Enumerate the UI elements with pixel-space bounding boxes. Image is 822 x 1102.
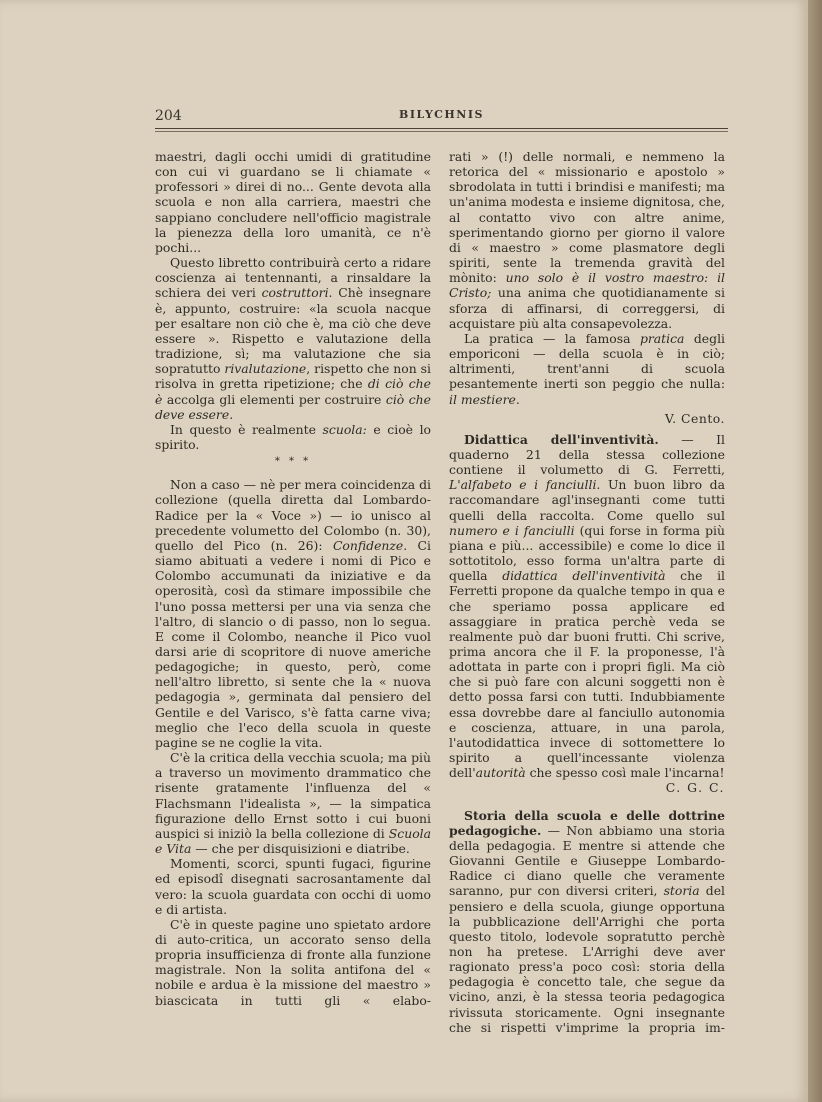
paragraph bbox=[449, 149, 725, 331]
paragraph bbox=[155, 477, 431, 750]
text-run: C'è la critica della vecchia scuola; ma più a traverso un movimento drammatico che risente gratamente l'influenza del « Flachsmann l'idealista », — la simpatica figurazione dello Ernst sotto i cui buoni auspici si iniziò la bella collezione di bbox=[155, 750, 431, 841]
text-run: In questo è realmente bbox=[170, 421, 323, 437]
text-run: che spesso così male l'incarna! bbox=[525, 765, 725, 781]
right-column bbox=[449, 149, 726, 1035]
text-run: . Chè insegnare è, appunto, costruire: «la scuola nacque per esaltare non ciò che è, ma ciò che deve essere ». Rispetto e valutazione della tradizione, sì; ma valutazione che sia sopratutto bbox=[155, 285, 431, 377]
page-number: 204 bbox=[155, 108, 182, 124]
italic-text: il mestiere bbox=[449, 391, 516, 407]
journal-title: BILYCHNIS bbox=[399, 108, 484, 121]
paragraph bbox=[449, 331, 725, 407]
paragraph: C'è in queste pagine uno spietato ardore di auto-critica, un accorato senso della propria insufficienza di fronte alla funzione magistrale. Non la solita antifona del « nobile e ardua è la missione del maestro » biascicata in tutti gli « elabo- bbox=[155, 916, 431, 1008]
section-heading: Didattica dell'inventività. bbox=[464, 431, 659, 447]
text-run: . Un buon libro da raccomandare agl'insegnanti come tutti quelli della raccolta. Come quello sul bbox=[449, 477, 726, 523]
italic-text: pratica bbox=[639, 330, 685, 346]
author-signature: V. Cento. bbox=[664, 410, 725, 426]
italic-text: Scuola e Vita bbox=[155, 825, 431, 857]
text-run: La pratica — la famosa bbox=[464, 330, 640, 346]
text-run: degli emporiconi — della scuola è in ciò; altrimenti, trent'anni di scuola pesantemente inerti son peggio che nulla: bbox=[449, 330, 726, 392]
page-edge bbox=[808, 0, 822, 1102]
text-run: e cioè lo spirito. bbox=[155, 421, 431, 452]
italic-text: L'alfabeto e i fanciulli bbox=[449, 477, 597, 493]
italic-text: costruttori bbox=[261, 285, 329, 301]
text-run: una anima che quotidianamente si sforza di affinarsi, di correggersi, di acquistare più alta consapevolezza. bbox=[449, 285, 725, 331]
header-rule bbox=[155, 128, 728, 129]
spacer bbox=[449, 796, 725, 808]
paragraph: Momenti, scorci, spunti fugaci, figurine ed episodî disegnati sacrosantamente dal vero: la scuola guardata con occhi di uomo e di artista. bbox=[155, 856, 431, 917]
section-heading: Storia della scuola e delle dottrine pedagogiche. bbox=[449, 807, 725, 838]
italic-text: autorità bbox=[475, 765, 526, 781]
paragraph bbox=[155, 750, 431, 856]
text-run: . Ci siamo abituati a vedere i nomi di Pico e Colombo accumunati da iniziative e da operosità, così da stimare impossibile che l'uno possa mettersi per una via senza che l'altro, di slancio o di passo, non lo segua. E come il Colombo, neanche il Pico vuol darsi arie di scopritore di nuove americhe pedagogiche; in questo, però, come nell'altro libretto, si sente che la « nuova pedagogia », germinata dal pensiero del Gentile e del Varisco, s'è fatta carne viva; meglio che l'eco della scuola in queste pagine se ne coglie la vita. bbox=[155, 537, 432, 750]
italic-text: Confidenze bbox=[332, 537, 404, 553]
section-separator: * * * bbox=[274, 456, 312, 468]
text-run: del pensiero e della scuola, giunge opportuna la pubblicazione dell'Arrighi che porta questo titolo, lodevole sopratutto perchè non ha pretese. L'Arrighi deve aver ragionato press'a poco così: storia della pedagogia è concetto tale, che segue da vicino, anzi, è la stessa teoria pedagogica rivissuta storicamente. Ogni insegnante che si rispetti v'imprime la propria im- bbox=[449, 883, 725, 1035]
text-run: Questo libretto contribuirà certo a ridare coscienza ai tentennanti, a rinsaldare la schiera dei veri bbox=[155, 255, 431, 301]
review-paragraph bbox=[449, 808, 725, 1035]
review-paragraph bbox=[449, 432, 725, 781]
paragraph: maestri, dagli occhi umidi di gratitudine con cui vi guardano se li chiamate « professori » direi di no... Gente devota alla scuola e non alla carriera, maestri che sappiano concludere nell'officio magistrale la pienezza della loro umanità, ce n'è pochi... bbox=[155, 149, 431, 255]
italic-text: didattica dell'inventività bbox=[502, 568, 666, 584]
running-head bbox=[155, 106, 728, 128]
italic-text: numero e i fanciulli bbox=[449, 522, 575, 538]
text-run: che il Ferretti propone da qualche tempo in qua e che speriamo possa applicare ed assaggiare in pratica perchè veda se realmente può dar buoni frutti. Chi scrive, prima ancora che il F. la proponesse, l'à adottata in parte con i propri figli. Ma ciò che si può fare con alcuni soggetti non è detto possa farsi con tutti. Indubbiamente essa dovrebbe dare al fanciullo autonomia e coscienza, attuare, in una parola, l'autodidattica invece di sottomettere lo spirito a quell'incessante violenza dell' bbox=[449, 568, 726, 781]
paragraph bbox=[155, 255, 431, 422]
italic-text: di ciò che è bbox=[155, 376, 431, 407]
text-run: , rispetto che non si risolva in gretta ripetizione; che bbox=[155, 361, 431, 392]
text-run: — Il quaderno 21 della stessa collezione contiene il volumetto di G. Ferretti, bbox=[449, 431, 725, 478]
left-column bbox=[155, 149, 432, 1008]
header-rule-thin bbox=[155, 131, 728, 132]
text-run: Non a caso — nè per mera coincidenza di collezione (quella diretta dal Lombardo-Radice per la « Voce ») — io unisco al precedente volumetto del Colombo (n. 30), quello del Pico (n. 26): bbox=[155, 477, 431, 553]
text-run: rati » (!) delle normali, e nemmeno la retorica del « missionario e apostolo » sbrodolata in tutti i brindisi e manifesti; ma un'anima modesta e insieme dignitosa, che, al contatto vivo con altre anime, sperimentando giorno per giorno il valore di « maestro » come plasmatore degli spiriti, sente la tremenda gravità del mònito: bbox=[449, 149, 725, 286]
text-run: — Non abbiamo una storia della pedagogia. E mentre si attende che Giovanni Gentile e Giuseppe Lombardo-Radice ci diano quelle che veramente saranno, pur con diversi criteri, bbox=[449, 822, 725, 899]
italic-text: rivalutazione bbox=[224, 361, 307, 377]
paragraph bbox=[155, 422, 431, 452]
text-run: . bbox=[515, 391, 520, 407]
italic-text: ciò che deve essere bbox=[155, 391, 431, 422]
text-run: (qui forse in forma più piana e più... accessibile) e come lo dice il sottotitolo, esso forma un'altra parte di quella bbox=[449, 522, 725, 584]
italic-text: scuola: bbox=[322, 421, 367, 437]
text-run: . bbox=[229, 406, 234, 422]
author-signature: C. G. C. bbox=[665, 780, 725, 796]
italic-text: uno solo è il vostro maestro: il Cristo; bbox=[449, 270, 725, 301]
italic-text: storia bbox=[663, 883, 700, 899]
text-run: — che per disquisizioni e diatribe. bbox=[191, 841, 410, 857]
text-run: accolga gli elementi per costruire bbox=[162, 391, 386, 407]
